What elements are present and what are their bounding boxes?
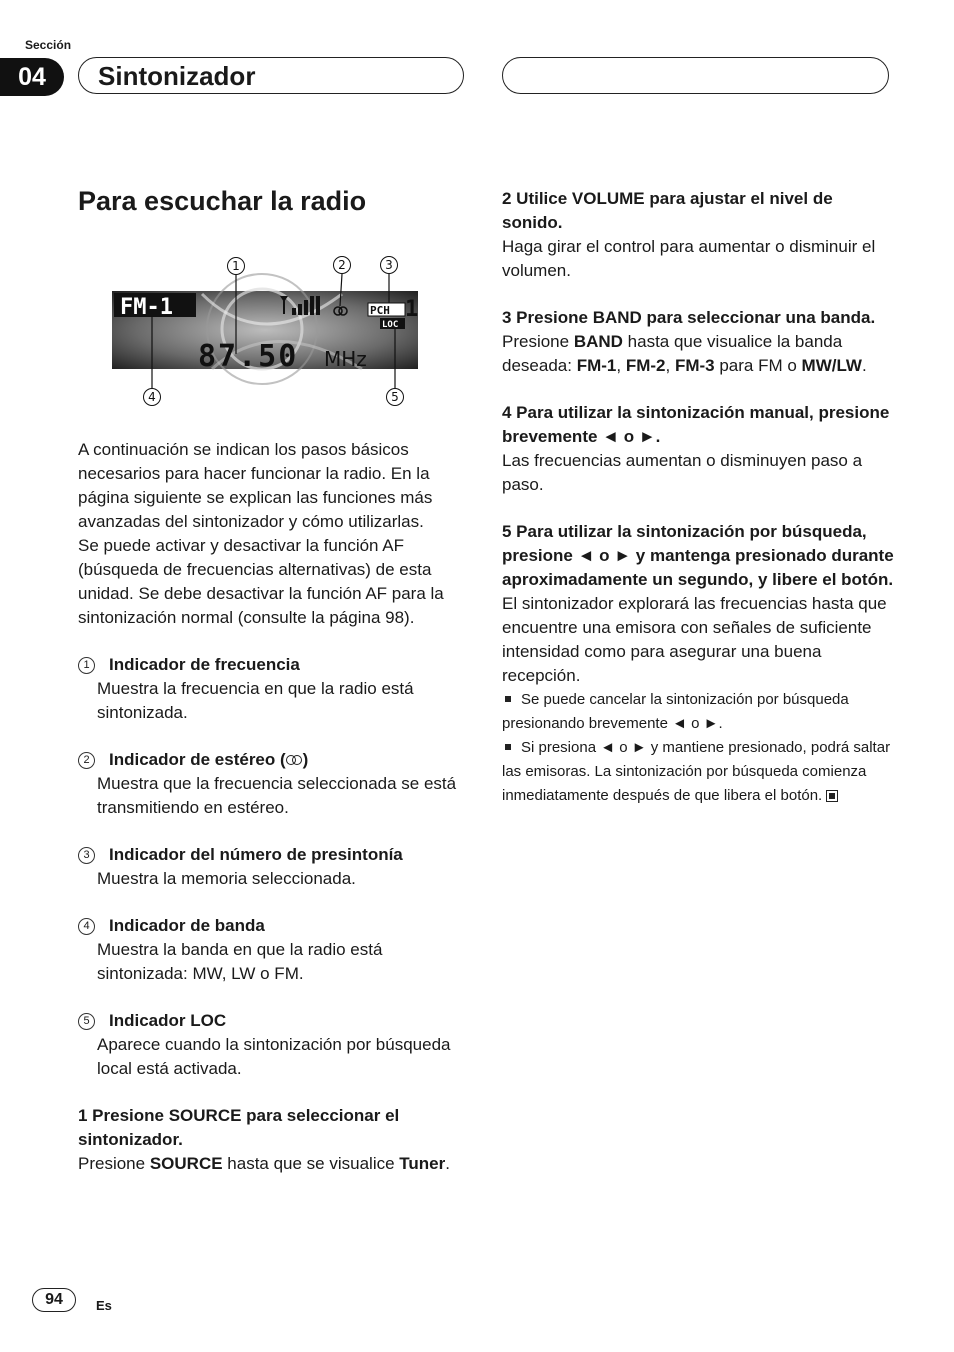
radio-display-illustration [112,254,422,414]
preset-label-text: PCH [370,304,390,317]
bullet-icon [505,696,511,702]
step-5-heading: 5 Para utilizar la sintonización por búsqueda, presione ◄ o ► y mantenga presionado durante aproximadamente un segundo, y libere el botón. [502,522,894,589]
page-number: 94 [32,1288,76,1312]
callout-3: 3 [385,258,393,272]
right-column [502,187,897,808]
end-mark-icon [826,790,838,802]
indicator-4-number: 4 [78,918,95,935]
indicator-3-title: 3 Indicador del número de presintonía [78,843,468,867]
bullet-icon [505,744,511,750]
callout-5: 5 [391,390,399,404]
radio-display-figure [112,254,422,414]
indicator-3-body: Muestra la memoria seleccionada. [97,869,356,888]
step-1-body: Presione SOURCE hasta que se visualice Tuner. [78,1154,450,1173]
intro-paragraph-2: Se puede activar y desactivar la función AF (búsqueda de frecuencias alternativas) de esta unidad. Se debe desactivar la función AF para la sintonización normal (consulte la página 98). [78,536,444,627]
section-title-frame-empty [502,57,889,94]
step-2-heading: 2 Utilice VOLUME para ajustar el nivel de sonido. [502,189,833,232]
indicator-4-title: 4 Indicador de banda [78,914,468,938]
indicator-5-number: 5 [78,1013,95,1030]
left-column [78,438,468,1176]
intro-paragraph-1: A continuación se indican los pasos básicos necesarios para hacer funcionar la radio. En la página siguiente se explican las funciones más avanzadas del sintonizador y cómo utilizarlas. [78,440,433,531]
step-4-heading: 4 Para utilizar la sintonización manual, presione brevemente ◄ o ►. [502,403,890,446]
frequency-text: 87.50 [198,339,299,374]
indicator-1-body: Muestra la frecuencia en que la radio está sintonizada. [97,679,414,722]
step-5-note-2: Si presiona ◄ o ► y mantiene presionado, podrá saltar las emisoras. La sintonización por búsqueda comienza inmediatamente después de que libera el botón. [502,739,891,804]
indicator-1-number: 1 [78,657,95,674]
callout-2: 2 [338,258,346,272]
step-2-body: Haga girar el control para aumentar o disminuir el volumen. [502,237,876,280]
indicator-3-number: 3 [78,847,95,864]
indicator-1-title: 1 Indicador de frecuencia [78,653,468,677]
stereo-icon [286,755,303,766]
frequency-unit-text: MHz [324,347,367,371]
indicator-2-number: 2 [78,752,95,769]
step-5-body: El sintonizador explorará las frecuencias hasta que encuentre una emisora con señales de suficiente intensidad como para asegurar una buena recepción. [502,594,887,685]
indicator-4-body: Muestra la banda en que la radio está sintonizada: MW, LW o FM. [97,940,383,983]
step-5-note-1: Se puede cancelar la sintonización por búsqueda presionando brevemente ◄ o ►. [502,691,849,732]
callout-4: 4 [148,390,156,404]
callout-1: 1 [232,259,240,273]
band-text: FM-1 [120,295,173,320]
indicator-5-body: Aparece cuando la sintonización por búsqueda local está activada. [97,1035,451,1078]
section-label: Sección [25,38,72,52]
page-title: Para escuchar la radio [78,186,367,216]
indicator-2-body: Muestra que la frecuencia seleccionada se está transmitiendo en estéreo. [97,774,457,817]
section-number-tab: 04 [0,58,64,96]
loc-text: LOC [382,320,399,330]
step-3-heading: 3 Presione BAND para seleccionar una banda. [502,308,876,327]
indicator-2-title: 2 Indicador de estéreo ( ) [78,748,468,772]
step-1-heading: 1 Presione SOURCE para seleccionar el sintonizador. [78,1106,400,1149]
step-4-body: Las frecuencias aumentan o disminuyen paso a paso. [502,451,863,494]
language-code: Es [96,1298,112,1313]
step-3-body: Presione BAND hasta que visualice la banda deseada: FM-1, FM-2, FM-3 para FM o MW/LW. [502,332,867,375]
preset-number-text: 1 [405,297,419,322]
indicator-5-title: 5 Indicador LOC [78,1009,468,1033]
section-title: Sintonizador [98,61,256,91]
